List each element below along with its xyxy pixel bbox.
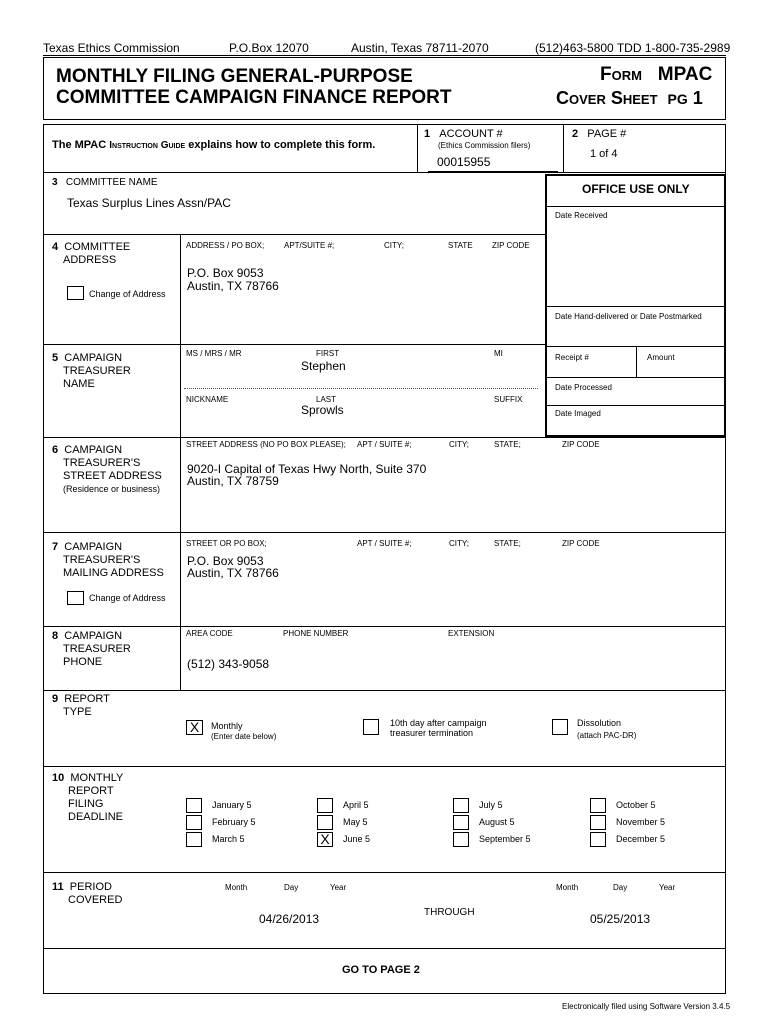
agency-name: Texas Ethics Commission — [43, 41, 180, 55]
cover-sheet-label: Cover Sheet — [556, 88, 658, 108]
col-address: ADDRESS / PO BOX; — [186, 241, 265, 250]
treasurer-first: Stephen — [301, 359, 346, 373]
tenth-day-line2: treasurer termination — [390, 728, 474, 738]
goto-page-2[interactable]: GO TO PAGE 2 — [342, 964, 420, 976]
deadline-checkbox-8[interactable] — [453, 815, 469, 830]
period-num: 11 — [52, 881, 64, 893]
deadline-label-12: December 5 — [616, 834, 666, 844]
period-start: 04/26/2013 — [259, 912, 320, 926]
col-last: LAST — [316, 395, 337, 404]
report-type-label — [52, 693, 110, 719]
col-extension: EXTENSION — [448, 629, 495, 638]
col-first: FIRST — [316, 349, 340, 358]
deadline-label-2: February 5 — [212, 817, 256, 827]
sec9-top — [43, 690, 726, 691]
agency-phone: (512)463-5800 TDD 1-800-735-2989 — [535, 41, 731, 55]
sec4-top — [43, 234, 545, 235]
col-nickname: NICKNAME — [186, 395, 229, 404]
deadline-label-11: November 5 — [616, 817, 666, 827]
deadline-label4: DEADLINE — [68, 811, 124, 823]
period-through: THROUGH — [424, 907, 475, 918]
deadline-label3: FILING — [68, 798, 104, 810]
treasurer-name-label1: CAMPAIGN — [64, 352, 123, 364]
start-year-label: Year — [330, 883, 347, 892]
deadline-label-10: October 5 — [616, 800, 656, 810]
col-city: CITY; — [384, 241, 404, 250]
instruction-text — [52, 139, 375, 152]
form-code — [600, 64, 712, 86]
committee-name-num: 3 — [52, 177, 58, 188]
office-receipt: Receipt # — [555, 353, 589, 362]
deadline-checkbox-3[interactable] — [186, 832, 202, 847]
committee-address-label — [52, 241, 130, 267]
treasurer-mailing-line2: Austin, TX 78766 — [187, 566, 279, 580]
office-date-imaged: Date Imaged — [555, 409, 601, 418]
tenth-day-line1: 10th day after campaign — [390, 718, 487, 728]
deadline-checkbox-12[interactable] — [590, 832, 606, 847]
treasurer-name-label — [52, 352, 131, 391]
change-address-label-4: Change of Address — [89, 289, 166, 299]
agency-pobox: P.O.Box 12070 — [229, 41, 309, 55]
col-street-apt: APT / SUITE #; — [357, 440, 412, 449]
instruction-post: explains how to complete this form. — [188, 139, 376, 151]
deadline-checkbox-9[interactable] — [453, 832, 469, 847]
treasurer-street-label2: TREASURER'S — [63, 457, 141, 469]
col-mail-street: STREET OR PO BOX; — [186, 539, 267, 548]
tenth-day-checkbox[interactable] — [363, 719, 379, 735]
col-street-city: CITY; — [449, 440, 469, 449]
col-state: STATE — [448, 241, 473, 250]
treasurer-phone-label1: CAMPAIGN — [64, 630, 123, 642]
cover-sheet — [556, 88, 703, 109]
treasurer-last: Sprowls — [301, 403, 344, 417]
account-label-text: ACCOUNT # — [439, 128, 503, 140]
deadline-label-1: January 5 — [212, 800, 252, 810]
sec4-divider — [180, 234, 181, 344]
col-suffix: SUFFIX — [494, 395, 523, 404]
deadline-checkbox-7[interactable] — [453, 798, 469, 813]
dissolution-line2: (attach PAC-DR) — [577, 731, 637, 740]
treasurer-street-label1: CAMPAIGN — [64, 444, 123, 456]
deadline-checkbox-6[interactable]: X — [317, 832, 333, 847]
deadline-checkbox-5[interactable] — [317, 815, 333, 830]
col-apt: APT/SUITE #; — [284, 241, 335, 250]
instruction-pre: The MPAC — [52, 139, 107, 151]
form-word: Form — [600, 64, 642, 85]
deadline-checkbox-2[interactable] — [186, 815, 202, 830]
office-amount: Amount — [647, 353, 675, 362]
deadline-checkbox-10[interactable] — [590, 798, 606, 813]
treasurer-phone-value: (512) 343-9058 — [187, 657, 270, 671]
account-label — [424, 128, 503, 141]
office-rule-1 — [545, 206, 726, 207]
treasurer-mailing-label2: TREASURER'S — [63, 554, 141, 566]
deadline-label-6: June 5 — [343, 834, 371, 844]
treasurer-phone-label3: PHONE — [63, 656, 103, 668]
account-num: 1 — [424, 128, 431, 140]
period-end: 05/25/2013 — [590, 912, 651, 926]
header-rule — [43, 55, 726, 56]
treasurer-street-label — [52, 444, 162, 496]
col-mail-apt: APT / SUITE #; — [357, 539, 412, 548]
end-year-label: Year — [659, 883, 676, 892]
deadline-label-8: August 5 — [479, 817, 515, 827]
start-day-label: Day — [284, 883, 299, 892]
treasurer-mailing-line1: P.O. Box 9053 — [187, 554, 264, 568]
col-mi: MI — [494, 349, 503, 358]
sec5-top — [43, 344, 545, 345]
committee-address-label1: COMMITTEE — [64, 241, 131, 253]
deadline-label-5: May 5 — [343, 817, 368, 827]
treasurer-mailing-label — [52, 541, 164, 580]
col-mail-city: CITY; — [449, 539, 469, 548]
office-date-hand: Date Hand-delivered or Date Postmarked — [555, 312, 702, 321]
committee-address-label2: ADDRESS — [63, 254, 117, 266]
sec8-divider — [180, 626, 181, 690]
treasurer-name-label3: NAME — [63, 378, 95, 390]
report-type-num: 9 — [52, 693, 59, 705]
form-title — [56, 66, 451, 108]
sec6-top — [43, 437, 726, 438]
agency-city: Austin, Texas 78711-2070 — [351, 41, 489, 55]
form-code-value: MPAC — [657, 64, 713, 85]
col-title: MS / MRS / MR — [186, 349, 242, 358]
office-date-received: Date Received — [555, 211, 608, 220]
committee-name-label — [52, 177, 158, 188]
end-day-label: Day — [613, 883, 628, 892]
change-address-checkbox-4[interactable] — [67, 286, 84, 300]
treasurer-street-line2: Austin, TX 78759 — [187, 474, 279, 488]
software-version: Electronically filed using Software Version 3.4.5 — [562, 1002, 731, 1011]
col-mail-state: STATE; — [494, 539, 521, 548]
treasurer-street-num: 6 — [52, 444, 59, 456]
treasurer-phone-num: 8 — [52, 630, 59, 642]
sec10-top — [43, 766, 726, 767]
monthly-sub: (Enter date below) — [211, 732, 277, 741]
page-num: 2 — [572, 128, 579, 140]
treasurer-name-num: 5 — [52, 352, 59, 364]
form-title-line1: MONTHLY FILING GENERAL-PURPOSE — [56, 66, 413, 87]
account-value: 00015955 — [437, 155, 491, 169]
deadline-checkbox-11[interactable] — [590, 815, 606, 830]
col-area-code: AREA CODE — [186, 629, 233, 638]
goto-top — [43, 948, 726, 949]
committee-address-num: 4 — [52, 241, 59, 253]
end-month-label: Month — [556, 883, 579, 892]
office-use-title: OFFICE USE ONLY — [582, 182, 690, 196]
account-sub: (Ethics Commission filers) — [438, 141, 531, 150]
treasurer-mailing-label3: MAILING ADDRESS — [63, 567, 164, 579]
period-label — [52, 881, 122, 907]
office-rule-5 — [545, 405, 726, 406]
office-rule-2 — [545, 306, 726, 307]
sec7-top — [43, 532, 726, 533]
col-mail-zip: ZIP CODE — [562, 539, 600, 548]
start-month-label: Month — [225, 883, 248, 892]
committee-name-label-text: COMMITTEE NAME — [65, 177, 158, 188]
col-street: STREET ADDRESS (NO PO BOX PLEASE); — [186, 440, 346, 449]
treasurer-phone-label — [52, 630, 131, 669]
treasurer-street-label4: (Residence or business) — [63, 484, 161, 494]
treasurer-phone-label2: TREASURER — [63, 643, 131, 655]
treasurer-mailing-num: 7 — [52, 541, 59, 553]
committee-address-line1: P.O. Box 9053 — [187, 266, 264, 280]
change-address-checkbox-7[interactable] — [67, 591, 84, 605]
treasurer-name-label2: TREASURER — [63, 365, 131, 377]
deadline-label-4: April 5 — [343, 800, 369, 810]
filing-deadline-label — [52, 772, 123, 824]
office-rule-4 — [545, 377, 726, 378]
page-num-label — [572, 128, 626, 141]
deadline-label-9: September 5 — [479, 834, 531, 844]
report-type-label1: REPORT — [64, 693, 110, 705]
deadline-label1: MONTHLY — [70, 772, 124, 784]
page-value: 1 of 4 — [590, 148, 618, 160]
dissolution-checkbox[interactable] — [552, 719, 568, 735]
deadline-checkbox-4[interactable] — [317, 798, 333, 813]
deadline-label2: REPORT — [68, 785, 114, 797]
period-label2: COVERED — [68, 894, 123, 906]
divider-page — [563, 124, 564, 172]
sec8-top — [43, 626, 726, 627]
committee-name-value: Texas Surplus Lines Assn/PAC — [67, 196, 231, 210]
dissolution-line1: Dissolution — [577, 718, 622, 728]
instruction-guide: Instruction Guide — [109, 140, 186, 151]
col-street-state: STATE; — [494, 440, 521, 449]
monthly-label: Monthly — [211, 721, 243, 731]
page-label-text: PAGE # — [587, 128, 627, 140]
monthly-checkbox[interactable]: X — [186, 720, 203, 735]
deadline-num: 10 — [52, 772, 65, 784]
deadline-label-7: July 5 — [479, 800, 503, 810]
period-label1: PERIOD — [69, 881, 112, 893]
deadline-label-3: March 5 — [212, 834, 245, 844]
sec5-divider — [180, 344, 181, 437]
name-separator — [184, 388, 538, 389]
committee-address-line2: Austin, TX 78766 — [187, 279, 279, 293]
sec11-top — [43, 872, 726, 873]
col-street-zip: ZIP CODE — [562, 440, 600, 449]
office-date-processed: Date Processed — [555, 383, 612, 392]
treasurer-mailing-label1: CAMPAIGN — [64, 541, 123, 553]
col-phone-number: PHONE NUMBER — [283, 629, 349, 638]
treasurer-street-line1: 9020-I Capital of Texas Hwy North, Suite 370 — [187, 462, 427, 476]
office-receipt-divider — [636, 346, 637, 377]
change-address-label-7: Change of Address — [89, 593, 166, 603]
page-label: PG — [667, 91, 688, 107]
row1-bottom — [43, 172, 726, 173]
deadline-checkbox-1[interactable] — [186, 798, 202, 813]
form-title-line2: COMMITTEE CAMPAIGN FINANCE REPORT — [56, 87, 452, 108]
divider-account — [417, 124, 418, 172]
report-type-label2: TYPE — [63, 706, 92, 718]
page-number-title: 1 — [692, 88, 703, 108]
col-zip: ZIP CODE — [492, 241, 530, 250]
treasurer-street-label3: STREET ADDRESS — [63, 470, 162, 482]
